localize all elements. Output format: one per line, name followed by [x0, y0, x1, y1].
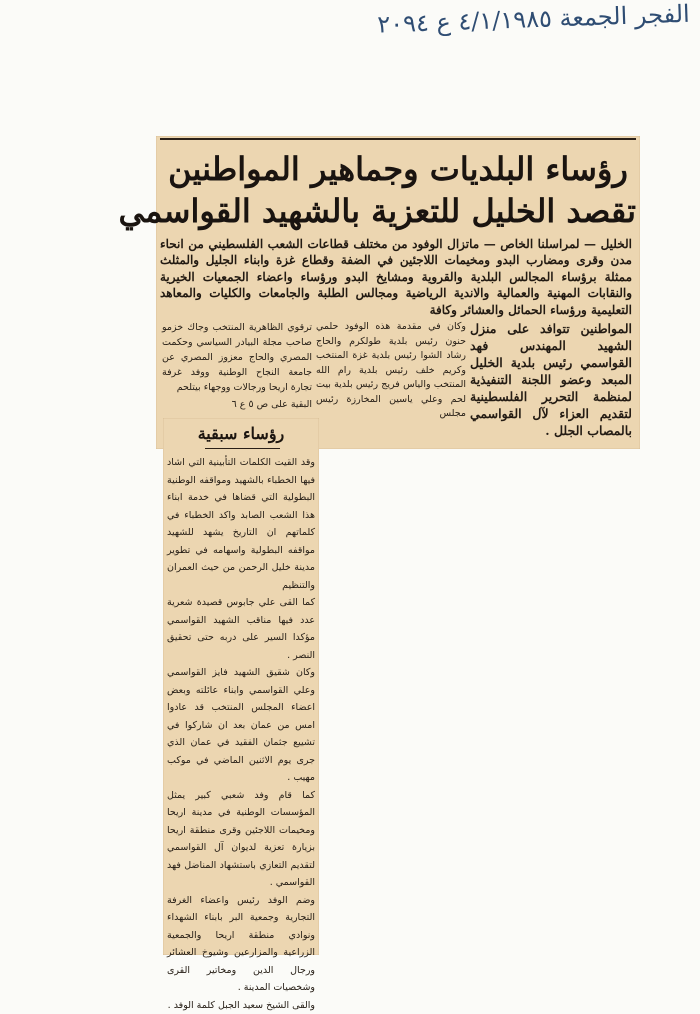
section-subheading: رؤساء سبقية [166, 424, 316, 443]
headline-line-1: رؤساء البلديات وجماهير المواطنين [160, 150, 636, 188]
article-lead: الخليل — لمراسلنا الخاص — ماتزال الوفود من مختلف قطاعات الشعب الفلسطيني من انحاء مدن وقرى ومضارب البدو ومخيمات اللاجئين في الضفة وقطاع غزة وابناء الجليل والمثلث ممثلة برؤساء المجالس البلدية والقروية ومشايخ البدو ورؤساء واعضاء الجمعيات الخيرية والنقابات المهنية والعمالية والاندية الرياضية ومجالس الطلبة والجامعات والكليات والمعاهد التعليمية ورؤساء الحمائل والعشائر وكافة [160, 236, 632, 318]
headline-top-rule [160, 138, 636, 140]
paragraph: وكان شقيق الشهيد فايز القواسمي وعلي القواسمي وابناء عائلته وبعض اعضاء المجلس المنتخب قد عادوا امس من عمان بعد ان شاركوا في تشييع جثمان الفقيد في عمان الذي جرى يوم الاثنين الماضي في موكب مهيب . [167, 664, 315, 787]
headline-line-2: تقصد الخليل للتعزية بالشهيد القواسمي [160, 192, 636, 230]
paragraph: كما قام وفد شعبي كبير يمثل المؤسسات الوطنية في مدينة اريحا ومخيمات اللاجئين وقرى منطقة اريحا بزيارة تعزية لديوان آل القواسمي لتقديم التعازي باستشهاد المناضل فهد القواسمي . [167, 787, 315, 892]
column-right: المواطنين تتوافد على منزل الشهيد المهندس فهد القواسمي رئيس بلدية الخليل المبعد وعضو اللجنة التنفيذية لمنظمة التحرير الفلسطينية لتقديم العزاء لآل القواسمي بالمصاب الجلل . [470, 320, 632, 439]
column-left-text: ترقوي الظاهرية المنتخب وجاك خزمو صاحب مجلة البيادر السياسي وحكمت المصري والحاج معزوز المصري عن جامعة النجاح الوطنية ووفد غرفة تجارة اريحا ورجالات ووجهاء بيتلحم [162, 322, 312, 393]
paragraph: كما القى علي جابوس قصيدة شعرية عدد فيها مناقب الشهيد القواسمي مؤكدا السير على دربه حتى تحقيق النصر . [167, 594, 315, 664]
column-middle: وكان في مقدمة هذه الوفود حلمي حنون رئيس بلدية طولكرم والحاج رشاد الشوا رئيس بلدية غزة المنتخب وكريم خلف رئيس بلدية رام الله المنتخب والياس فريج رئيس بلدية بيت لحم وعلي ياسين المخارزة رئيس مجلس [316, 320, 466, 422]
paragraph: والقى الشيخ سعيد الجبل كلمة الوفد . [167, 997, 315, 1014]
subheading-rule [205, 448, 280, 449]
paragraph: وقد القيت الكلمات التأبينية التي اشاد فيها الخطباء بالشهيد ومواقفه الوطنية البطولية التي قضاها في خدمة ابناء هذا الشعب الصابد واكد الخطباء في كلماتهم ان التاريخ يشهد للشهيد مواقفه البطولية واسهامه في تطوير مدينة خليل الرحمن من حيث العمران والتنظيم [167, 454, 315, 594]
continued-reference: البقية على ص ٥ ع ٦ [162, 397, 312, 412]
handwritten-date-note: الفجر الجمعة ٤/١/١٩٨٥ ع ٢٠٩٤ [329, 0, 690, 52]
column-left [162, 320, 312, 412]
column-bottom [167, 454, 315, 1014]
paragraph: وضم الوفد رئيس واعضاء الغرفة التجارية وجمعية البر بابناء الشهداء ونوادي منطقة اريحا والجمعية الزراعية والمزارعين وشيوخ العشائر ورجال الدين ومخاتير القرى وشخصيات المدينة . [167, 892, 315, 997]
